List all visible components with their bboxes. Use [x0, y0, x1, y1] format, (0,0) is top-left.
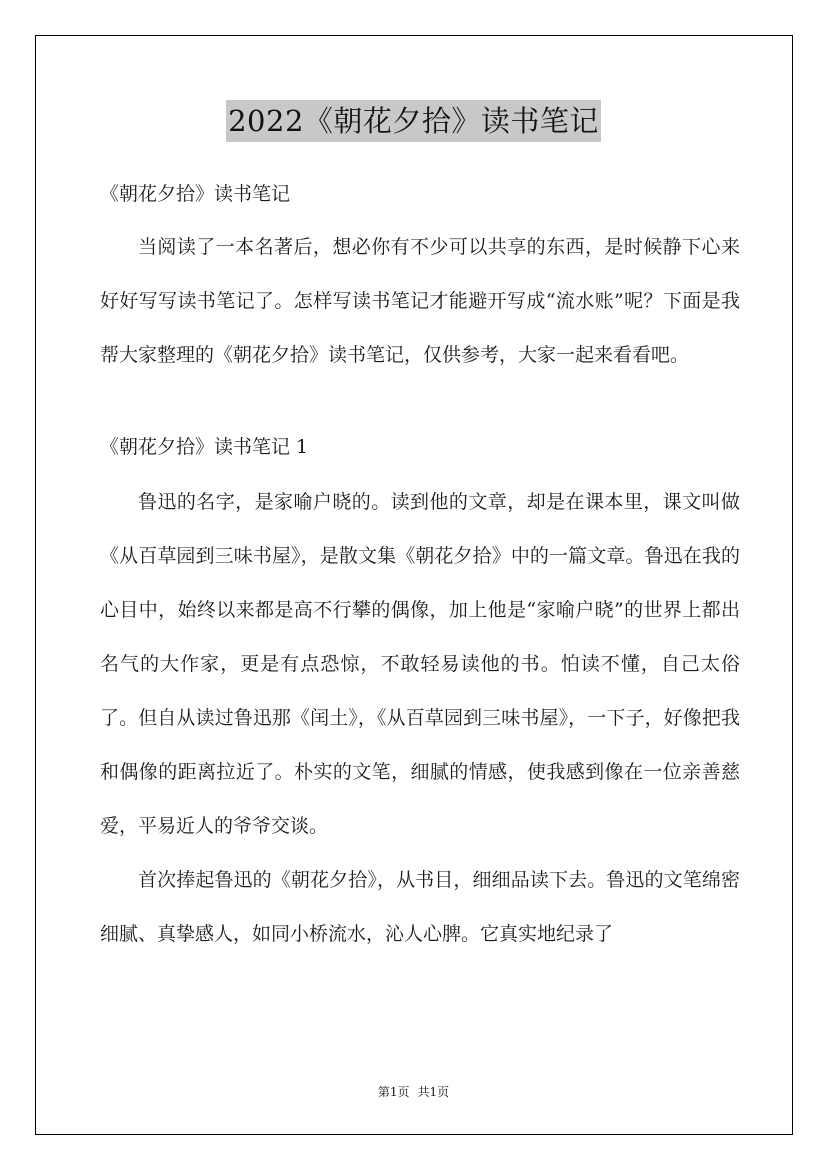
- spacer: [100, 382, 740, 429]
- spacer: [100, 212, 740, 220]
- page-footer: [0, 1084, 827, 1100]
- intro-heading: 《朝花夕拾》读书笔记: [100, 183, 291, 205]
- section1-paragraph-2: 首次捧起鲁迅的《朝花夕拾》，从书目，细细品读下去。鲁迅的文笔绵密细腻、真挚感人，如同小桥流水，沁人心脾。它真实地纪录了: [100, 869, 740, 945]
- section1-heading: 《朝花夕拾》读书笔记 1: [100, 436, 309, 458]
- page-total: 共1页: [417, 1085, 450, 1099]
- document-body: [100, 176, 740, 961]
- intro-paragraph: 当阅读了一本名著后，想必你有不少可以共享的东西，是时候静下心来好好写写读书笔记了。怎样写读书笔记才能避开写成“流水账”呢？下面是我帮大家整理的《朝花夕拾》读书笔记，仅供参考，大家一起来看看吧。: [100, 236, 740, 366]
- spacer: [100, 465, 740, 475]
- document-title: 2022《朝花夕拾》读书笔记: [226, 100, 601, 142]
- title-container: [0, 100, 827, 142]
- page-number: 第1页: [377, 1085, 410, 1099]
- section1-paragraph-1: 鲁迅的名字，是家喻户晓的。读到他的文章，却是在课本里，课文叫做《从百草园到三味书屋》，是散文集《朝花夕拾》中的一篇文章。鲁迅在我的心目中，始终以来都是高不行攀的偶像，加上他是“家喻户晓”的世界上都出名气的大作家，更是有点恐惊，不敢轻易读他的书。怕读不懂，自己太俗了。但自从读过鲁迅那《闰土》，《从百草园到三味书屋》，一下子，好像把我和偶像的距离拉近了。朴实的文笔，细腻的情感，使我感到像在一位亲善慈爱，平易近人的爷爷交谈。: [100, 491, 740, 837]
